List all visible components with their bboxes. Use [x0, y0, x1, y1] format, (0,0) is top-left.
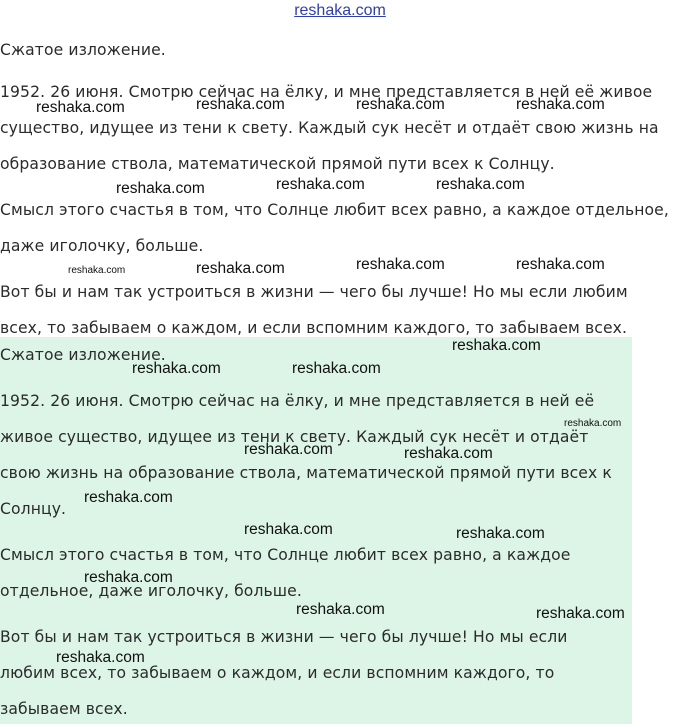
green-para3-line1: Вот бы и нам так устроиться в жизни — чего бы лучше! Но мы если — [0, 628, 568, 646]
green-title: Сжатое изложение. — [0, 346, 166, 364]
watermark: reshaka.com — [536, 605, 625, 622]
green-para3-line3: забываем всех. — [0, 700, 128, 718]
watermark: reshaka.com — [516, 96, 605, 113]
plain-title: Сжатое изложение. — [0, 41, 166, 59]
watermark: reshaka.com — [68, 265, 126, 276]
green-para1-line4: Солнцу. — [0, 500, 67, 518]
plain-para1-line1: 1952. 26 июня. Смотрю сейчас на ёлку, и мне представляется в ней её живое — [0, 83, 653, 101]
green-para2-line2: отдельное, даже иголочку, больше. — [0, 582, 302, 600]
plain-para1-line3: образование ствола, математической прямой пути всех к Солнцу. — [0, 155, 555, 173]
watermark: reshaka.com — [196, 260, 285, 277]
green-para1-line1: 1952. 26 июня. Смотрю сейчас на ёлку, и мне представляется в ней её — [0, 392, 595, 410]
plain-para3-line2: всех, то забываем о каждом, и если вспомним каждого, то забываем всех. — [0, 319, 628, 337]
watermark: reshaka.com — [84, 489, 173, 506]
watermark: reshaka.com — [244, 521, 333, 538]
watermark: reshaka.com — [356, 96, 445, 113]
watermark: reshaka.com — [436, 176, 525, 193]
watermark: reshaka.com — [296, 601, 385, 618]
watermark: reshaka.com — [132, 360, 221, 377]
site-header-link[interactable]: reshaka.com — [294, 2, 386, 19]
watermark: reshaka.com — [244, 441, 333, 458]
plain-para3-line1: Вот бы и нам так устроиться в жизни — чего бы лучше! Но мы если любим — [0, 283, 628, 301]
green-para1-line3: свою жизнь на образование ствола, математической прямой пути всех к — [0, 464, 612, 482]
watermark: reshaka.com — [452, 337, 541, 354]
watermark: reshaka.com — [196, 96, 285, 113]
watermark: reshaka.com — [516, 256, 605, 273]
highlighted-answer-block — [0, 337, 632, 724]
plain-para1-line2: существо, идущее из тени к свету. Каждый сук несёт и отдаёт свою жизнь на — [0, 119, 659, 137]
plain-para2-line1: Смысл этого счастья в том, что Солнце любит всех равно, а каждое отдельное, — [0, 201, 669, 219]
watermark: reshaka.com — [56, 649, 145, 666]
watermark: reshaka.com — [404, 445, 493, 462]
green-para1-line2: живое существо, идущее из тени к свету. Каждый сук несёт и отдаёт — [0, 428, 589, 446]
plain-text-block — [0, 32, 676, 346]
watermark: reshaka.com — [356, 256, 445, 273]
watermark: reshaka.com — [292, 360, 381, 377]
green-para3-line2: любим всех, то забываем о каждом, и если вспомним каждого, то — [0, 664, 555, 682]
plain-para2-line2: даже иголочку, больше. — [0, 237, 204, 255]
watermark: reshaka.com — [116, 180, 205, 197]
watermark: reshaka.com — [276, 176, 365, 193]
green-para2-line1: Смысл этого счастья в том, что Солнце любит всех равно, а каждое — [0, 546, 571, 564]
watermark: reshaka.com — [456, 525, 545, 542]
watermark: reshaka.com — [36, 99, 125, 116]
watermark: reshaka.com — [84, 569, 173, 586]
watermark: reshaka.com — [564, 418, 622, 429]
